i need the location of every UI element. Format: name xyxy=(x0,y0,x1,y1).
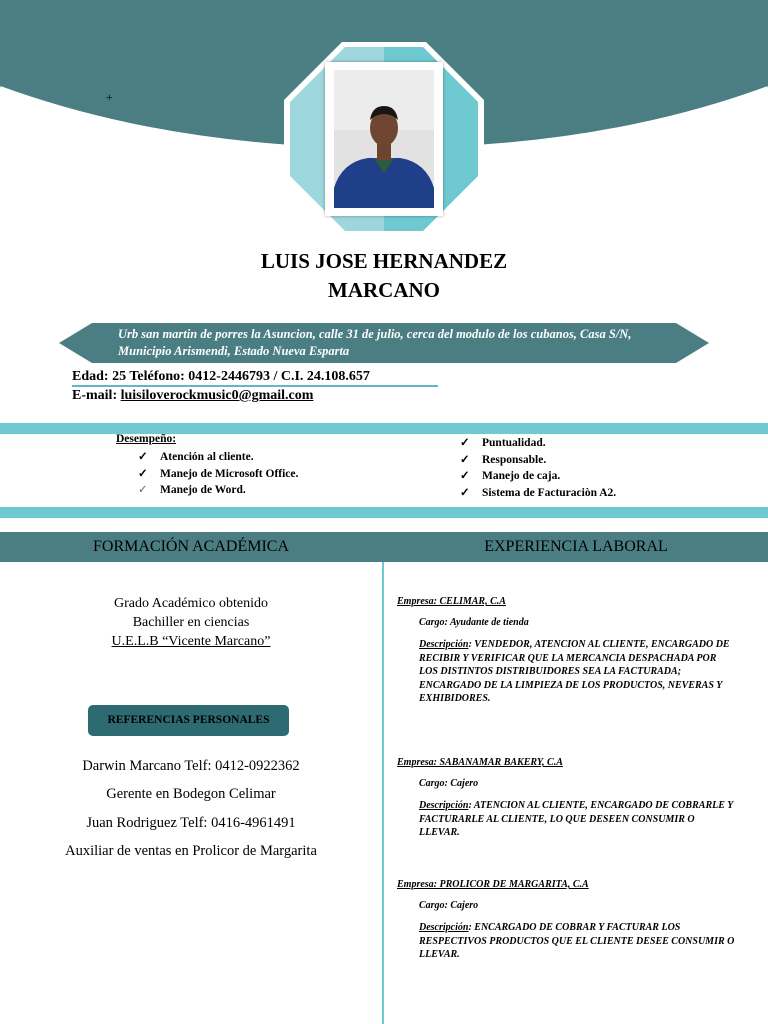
skill-item: ✓ Manejo de Microsoft Office. xyxy=(138,466,298,483)
reference-line: Juan Rodriguez Telf: 0416-4961491 xyxy=(86,815,296,831)
skill-item: ✓ Responsable. xyxy=(460,452,616,469)
address-text: Urb san martin de porres la Asuncion, calle 31 de julio, cerca del modulo de los cubanos, Casa S/N, Municipio Arismendi, Estado Nueva Esparta xyxy=(118,327,632,358)
job-position: Cargo: Cajero xyxy=(419,900,479,911)
section-title-formacion: FORMACIÓN ACADÉMICA xyxy=(92,538,290,555)
email-line xyxy=(72,387,313,405)
check-icon: ✓ xyxy=(460,437,470,449)
job-description: Descripción: ATENCION AL CLIENTE, ENCARGADO DE COBRARLE Y FACTURARLE AL CLIENTE, LO QUE DESEEN CONSUMIR O LLEVAR. xyxy=(419,800,733,838)
job-position: Cargo: Cajero xyxy=(419,778,479,789)
job-entry xyxy=(397,879,737,962)
email-label: E-mail: xyxy=(72,388,121,403)
person-silhouette-icon xyxy=(334,70,434,208)
check-icon: ✓ xyxy=(138,467,148,480)
check-icon: ✓ xyxy=(138,484,148,496)
skill-item: ✓ Atención al cliente. xyxy=(138,449,298,466)
skills-title: Desempeño: xyxy=(116,433,177,445)
job-position: Cargo: Ayudante de tienda xyxy=(419,617,529,628)
education-degree: Bachiller en ciencias xyxy=(132,615,250,630)
full-name-line2: MARCANO xyxy=(328,278,440,302)
column-divider xyxy=(382,562,384,1024)
education-degree-label: Grado Académico obtenido xyxy=(114,596,268,611)
job-entry xyxy=(397,596,737,706)
skill-item: ✓ Manejo de Word. xyxy=(138,482,298,499)
reference-line: Darwin Marcano Telf: 0412-0922362 xyxy=(82,758,300,774)
check-icon: ✓ xyxy=(460,453,470,466)
profile-photo xyxy=(334,70,434,208)
skills-list-left xyxy=(138,449,298,499)
check-icon: ✓ xyxy=(460,486,470,499)
reference-line: Gerente en Bodegon Celimar xyxy=(106,786,276,802)
skill-item: ✓ Sistema de Facturaciòn A2. xyxy=(460,485,616,502)
email-link[interactable]: luisiloverockmusic0@gmail.com xyxy=(120,388,314,403)
reference-line: Auxiliar de ventas en Prolicor de Margarita xyxy=(65,843,317,859)
profile-photo-frame xyxy=(325,62,443,216)
job-entry xyxy=(397,757,737,840)
skill-item: ✓ Puntualidad. xyxy=(460,435,616,452)
job-description: Descripción: VENDEDOR, ATENCION AL CLIENTE, ENCARGADO DE RECIBIR Y VERIFICAR QUE LA MERCANCIA DESPACHADA POR LOS DISTINTOS DISTRIBUIDORES SEA LA FACTURADA; ENCARGADO DE LA LIMPIEZA DE LOS PRODUCTOS, NEVERAS Y EXHIBIDORES. xyxy=(419,639,730,704)
references-heading: REFERENCIAS PERSONALES xyxy=(88,705,289,736)
age-phone-id: Edad: 25 Teléfono: 0412-2446793 / C.I. 24.108.657 xyxy=(72,369,370,384)
job-company: Empresa: SABANAMAR BAKERY, C.A xyxy=(397,757,563,768)
check-icon: ✓ xyxy=(138,451,148,463)
full-name-line1: LUIS JOSE HERNANDEZ xyxy=(260,249,508,273)
education-school: U.E.L.B “Vicente Marcano” xyxy=(111,634,271,649)
job-company: Empresa: PROLICOR DE MARGARITA, C.A xyxy=(397,879,589,890)
check-icon: ✓ xyxy=(460,470,470,482)
skill-item: ✓ Manejo de caja. xyxy=(460,468,616,485)
job-company: Empresa: CELIMAR, C.A xyxy=(397,596,506,607)
plus-mark: + xyxy=(106,90,113,104)
job-description: Descripción: ENCARGADO DE COBRAR Y FACTURAR LOS RESPECTIVOS PRODUCTOS QUE EL CLIENTE DESEE CONSUMIR O LLEVAR. xyxy=(419,922,735,960)
skills-bottom-band xyxy=(0,507,768,518)
section-title-experiencia: EXPERIENCIA LABORAL xyxy=(484,538,668,555)
skills-list-right xyxy=(460,435,616,501)
